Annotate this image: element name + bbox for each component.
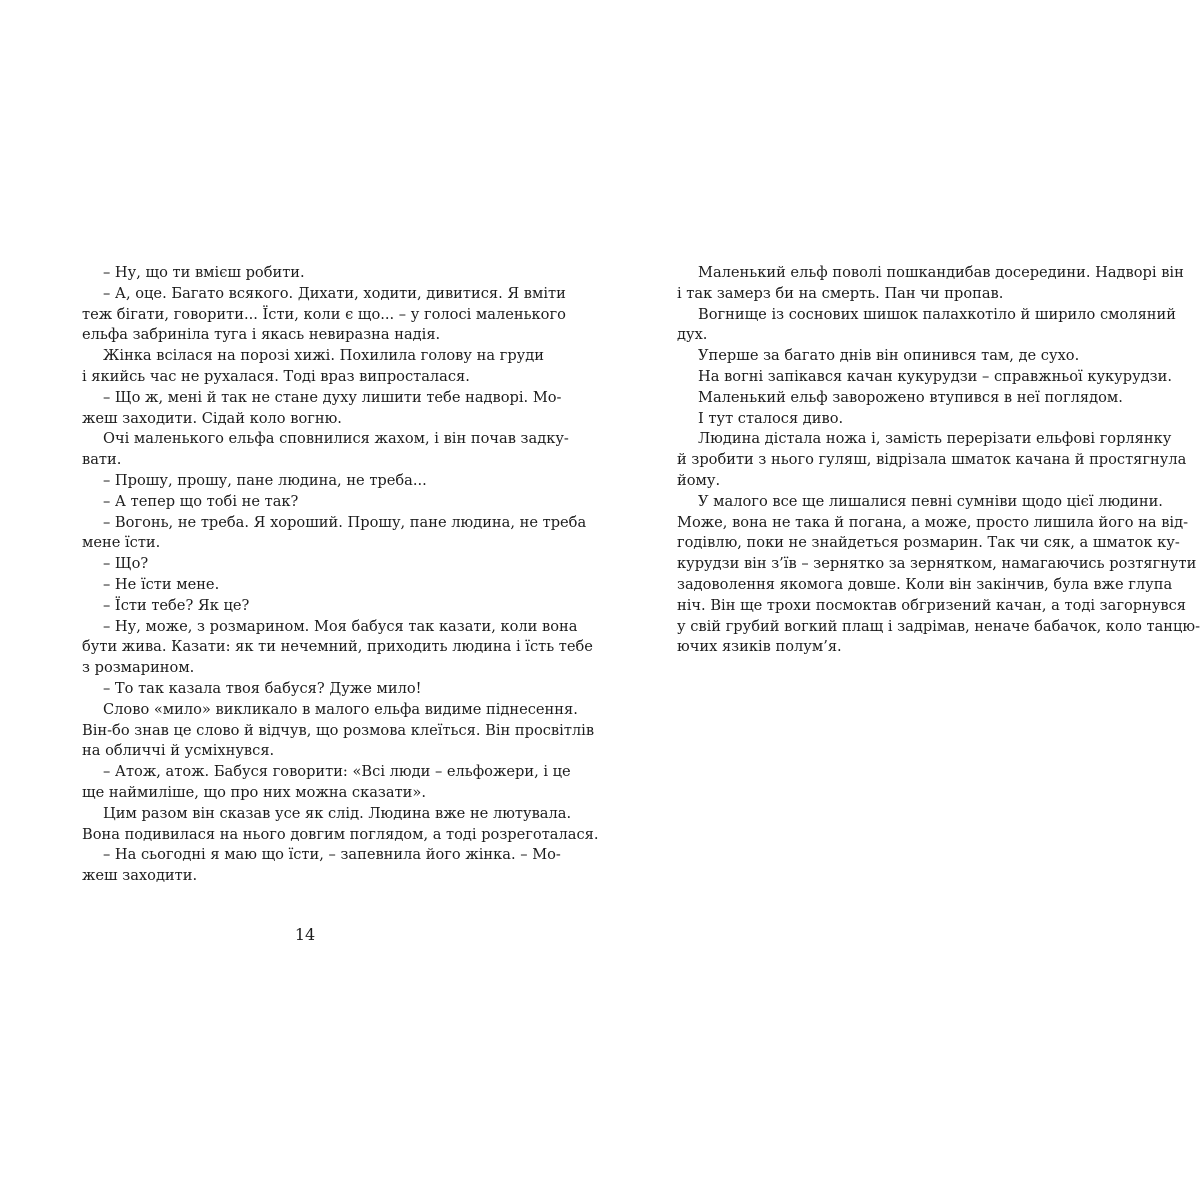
text-line: – Що? [103, 555, 149, 573]
text-line: йому. [677, 471, 721, 489]
text-line: – Їсти тебе? Як це? [103, 596, 250, 614]
text-line: у свій грубий вогкий плащ і задрімав, неначе бабачок, коло танцю- [677, 617, 1200, 635]
text-line: – Прошу, прошу, пане людина, не треба... [103, 471, 427, 489]
text-line: – На сьогодні я маю що їсти, – запевнила його жінка. – Мо- [103, 846, 561, 864]
text-line: Уперше за багато днів він опинився там, де сухо. [698, 347, 1080, 365]
text-line: бути жива. Казати: як ти нечемний, приходить людина і їсть тебе [82, 638, 593, 656]
text-line: Очі маленького ельфа сповнилися жахом, і він почав задку- [103, 430, 569, 448]
text-line: Маленький ельф поволі пошкандибав досередини. Надворі він [698, 264, 1184, 281]
text-line: – Не їсти мене. [103, 575, 220, 593]
text-line: дух. [677, 326, 708, 344]
text-line: І тут сталося диво. [698, 409, 844, 427]
text-line: Слово «мило» викликало в малого ельфа видиме піднесення. [103, 700, 578, 718]
text-line: ще наймиліше, що про них можна сказати». [82, 783, 426, 801]
text-line: Цим разом він сказав усе як слід. Людина вже не лютувала. [103, 804, 572, 822]
text-line: – Ну, може, з розмарином. Моя бабуся так казати, коли вона [103, 617, 578, 635]
text-line: Може, вона не така й погана, а може, просто лишила його на від- [677, 513, 1189, 531]
text-line: на обличчі й усміхнувся. [82, 742, 275, 760]
text-line: ючих язиків полум’я. [677, 638, 842, 656]
text-line: – Атож, атож. Бабуся говорити: «Всі люди – ельфожери, і це [103, 763, 571, 781]
text-line: – Вогонь, не треба. Я хороший. Прошу, пане людина, не треба [103, 513, 587, 531]
text-line: задоволення якомога довше. Коли він закінчив, була вже глупа [677, 575, 1173, 593]
text-line: Людина дістала ножа і, замість перерізати ельфові горлянку [698, 430, 1172, 448]
text-line: – А тепер що тобі не так? [103, 492, 299, 510]
text-line: і так замерз би на смерть. Пан чи пропав. [677, 284, 1004, 302]
text-line: ніч. Він ще трохи посмоктав обгризений качан, а тоді загорнувся [677, 596, 1187, 614]
text-line: На вогні запікався качан кукурудзи – справжньої кукурудзи. [698, 367, 1172, 385]
text-line: Він-бо знав це слово й відчув, що розмова клеїться. Він просвітлів [82, 721, 595, 739]
text-line: У малого все ще лишалися певні сумніви щодо цієї людини. [698, 492, 1163, 510]
text-line: – А, оце. Багато всякого. Дихати, ходити, дивитися. Я вміти [103, 284, 566, 302]
left-page [82, 263, 599, 887]
text-line: Вона подивилася на нього довгим поглядом, а тоді розреготалася. [82, 825, 599, 843]
text-line: вати. [82, 451, 122, 469]
text-line: Жінка всілася на порозі хижі. Похилила голову на груди [103, 347, 544, 365]
text-line: – То так казала твоя бабуся? Дуже мило! [103, 679, 422, 697]
text-line: курудзи він з’їв – зернятко за зернятком, намагаючись розтягнути [677, 555, 1197, 573]
text-line: годівлю, поки не знайдеться розмарин. Так чи сяк, а шматок ку- [677, 534, 1180, 552]
text-line: і якийсь час не рухалася. Тоді враз випросталася. [82, 367, 470, 385]
right-page [677, 263, 1200, 658]
text-line: з розмарином. [82, 659, 195, 677]
text-line: ельфа забриніла туга і якась невиразна надія. [82, 326, 441, 344]
text-line: – Що ж, мені й так не стане духу лишити тебе надворі. Мо- [103, 388, 562, 406]
text-line: – Ну, що ти вмієш робити. [103, 264, 305, 281]
text-line: Маленький ельф заворожено втупився в неї поглядом. [698, 388, 1123, 406]
text-line: жеш заходити. Сідай коло вогню. [82, 409, 342, 427]
text-line: й зробити з нього гуляш, відрізала шматок качана й простягнула [677, 451, 1187, 469]
text-line: жеш заходити. [82, 867, 198, 885]
text-line: Вогнище із соснових шишок палахкотіло й ширило смоляний [698, 305, 1176, 323]
text-line: мене їсти. [82, 534, 161, 552]
page-number: 14 [294, 925, 316, 944]
text-line: теж бігати, говорити... Їсти, коли є що... – у голосі маленького [82, 305, 566, 323]
